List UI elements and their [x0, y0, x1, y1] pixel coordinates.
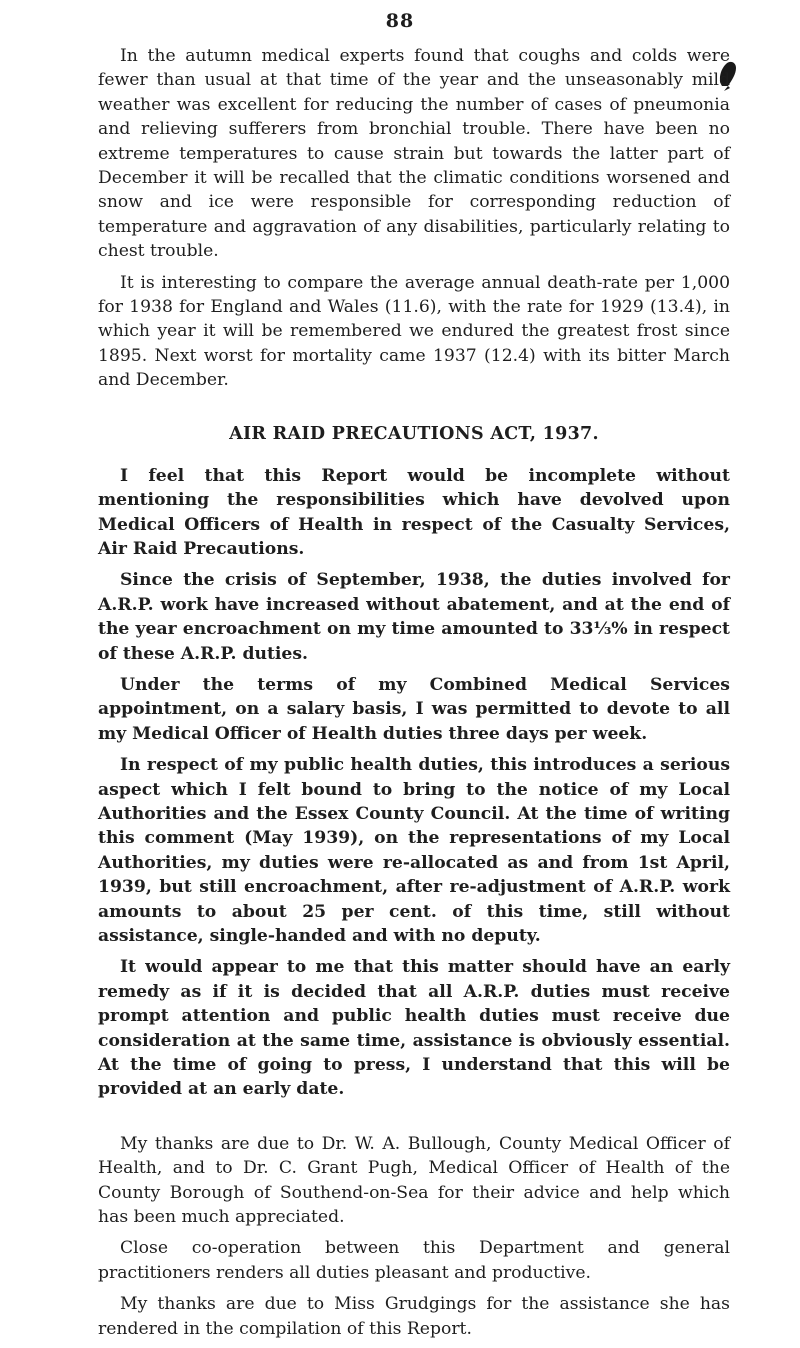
paragraph-arp-responsibilities: I feel that this Report would be incomplete without mentioning the responsibilities which have devolved upon Medical Officers of Health in respect of the Casualty Services, Air Raid Precautions. — [98, 465, 730, 559]
page-number: 88 — [385, 10, 415, 32]
paragraph-arp-duties-increase: Since the crisis of September, 1938, the duties involved for A.R.P. work have increased without abatement, and at the end of the year encroachment on my time amounted to 33⅓% in respect of these A.R.P. duties. — [98, 570, 730, 664]
paragraph-combined-services: Under the terms of my Combined Medical Services appointment, on a salary basis, I was permitted to devote to all my Medical Officer of Health duties three days per week. — [98, 674, 730, 744]
paragraph-public-health-aspect: In respect of my public health duties, this introduces a serious aspect which I felt bound to bring to the notice of my Local Authorities and the Essex County Council. At the time of writing this comment (May 1939), on the representations of my Local Authorities, my duties were re-allocated as and from 1st April, 1939, but still encroachment, after re-adjustment of A.R.P. work amounts to about 25 per cent. of this time, still without assistance, single-handed and with no deputy. — [98, 755, 730, 946]
section-heading-air-raid-precautions: AIR RAID PRECAUTIONS ACT, 1937. — [229, 423, 599, 444]
paragraph-early-remedy: It would appear to me that this matter should have an early remedy as if it is decided that all A.R.P. duties must receive prompt attention and public health duties must receive due consideration at the same time, assistance is obviously essential. At the time of going to press, I understand that this will be provided at an early date. — [98, 957, 730, 1100]
paragraph-thanks-miss-grudgings: My thanks are due to Miss Grudgings for the assistance she has rendered in the compilation of this Report. — [98, 1294, 730, 1339]
paragraph-thanks-doctors: My thanks are due to Dr. W. A. Bullough, County Medical Officer of Health, and to Dr. C. Grant Pugh, Medical Officer of Health of the County Borough of Southend-on-Sea for their advice and help which has been much appreciated. — [98, 1133, 730, 1228]
document-body — [98, 44, 730, 1348]
paragraph-death-rate: It is interesting to compare the average annual death-rate per 1,000 for 1938 for England and Wales (11.6), with the rate for 1929 (13.4), in which year it will be remembered we endured the greatest frost since 1895. Next worst for mortality came 1937 (12.4) with its bitter March and December. — [98, 272, 730, 391]
paragraph-co-operation: Close co-operation between this Department and general practitioners renders all duties pleasant and productive. — [98, 1238, 730, 1283]
paragraph-autumn-weather: In the autumn medical experts found that coughs and colds were fewer than usual at that time of the year and the unseasonably mild weather was excellent for reducing the number of cases of pneumonia and relieving sufferers from bronchial trouble. There have been no extreme temperatures to cause strain but towards the latter part of December it will be recalled that the climatic conditions worsened and snow and ice were responsible for corresponding reduction of temperature and aggravation of any disabilities, particularly relating to chest trouble. — [98, 46, 730, 262]
